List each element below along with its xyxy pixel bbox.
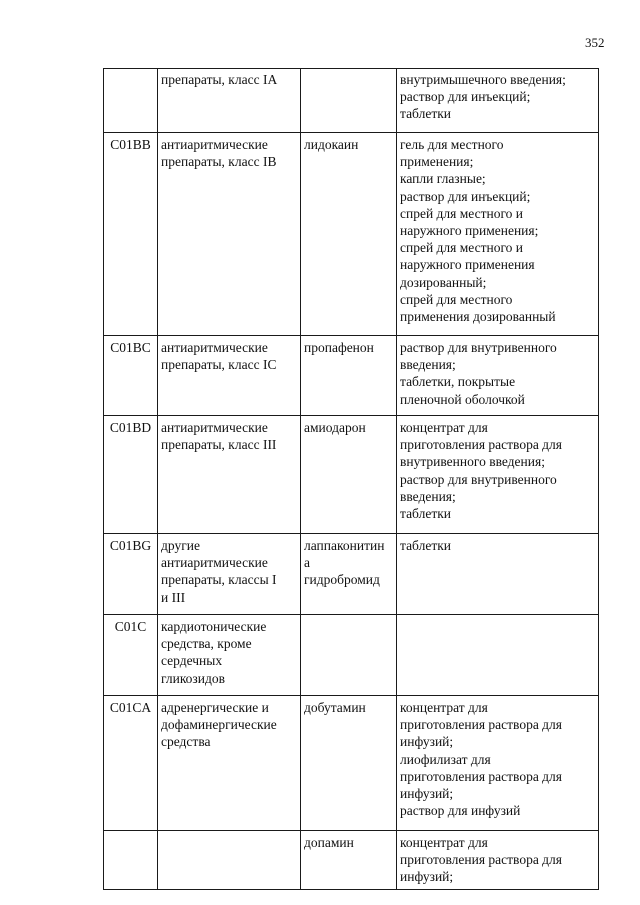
inn-line: лаппаконитин <box>304 538 385 553</box>
inn-cell <box>301 69 397 133</box>
group-line: антиаритмические <box>161 555 268 571</box>
atc-code-cell: C01CA <box>104 696 158 831</box>
atc-code-cell: C01C <box>104 615 158 696</box>
dosage-form-line: спрей для местного <box>400 291 513 307</box>
dosage-form-line: приготовления раствора для <box>400 768 562 784</box>
dosage-form-line: пленочной оболочкой <box>400 391 525 407</box>
group-line: препараты, классы I <box>161 572 277 588</box>
inn-line: добутамин <box>304 700 366 715</box>
drug-table <box>103 68 599 890</box>
inn-line: амиодарон <box>304 420 366 435</box>
inn-cell <box>301 416 397 534</box>
dosage-form-line: приготовления раствора для <box>400 437 562 453</box>
inn-line: а <box>304 555 310 571</box>
dosage-form-line: инфузий; <box>400 734 454 750</box>
group-line: сердечных <box>161 653 223 669</box>
group-line: гликозидов <box>161 670 225 686</box>
dosage-form-line: введения; <box>400 357 456 373</box>
dosage-form-cell <box>397 831 599 890</box>
inn-line: пропафенон <box>304 340 374 355</box>
dosage-form-line: инфузий; <box>400 869 454 885</box>
table-body <box>104 69 599 890</box>
dosage-form-line: наружного применения <box>400 257 535 273</box>
group-cell <box>158 133 301 336</box>
group-line: препараты, класс IA <box>161 72 278 87</box>
group-line: другие <box>161 538 200 553</box>
group-line: средства <box>161 734 211 750</box>
dosage-form-line: капли глазные; <box>400 171 486 187</box>
atc-code-cell: C01BC <box>104 336 158 416</box>
dosage-form-cell <box>397 416 599 534</box>
dosage-form-line: раствор для внутривенного <box>400 340 557 355</box>
atc-code-cell <box>104 831 158 890</box>
dosage-form-line: спрей для местного и <box>400 205 524 221</box>
group-cell <box>158 831 301 890</box>
dosage-form-line: лиофилизат для <box>400 751 491 767</box>
dosage-form-line: таблетки <box>400 506 452 522</box>
group-line: антиаритмические <box>161 137 268 152</box>
table-row <box>104 416 599 534</box>
dosage-form-line: внутримышечного введения; <box>400 72 566 87</box>
inn-cell <box>301 336 397 416</box>
dosage-form-line: раствор для инъекций; <box>400 188 531 204</box>
dosage-form-cell <box>397 336 599 416</box>
dosage-form-line: концентрат для <box>400 700 488 715</box>
dosage-form-line: наружного применения; <box>400 223 539 239</box>
dosage-form-line: раствор для внутривенного <box>400 471 557 487</box>
group-line: антиаритмические <box>161 340 268 355</box>
dosage-form-line: таблетки, покрытые <box>400 374 516 390</box>
group-cell <box>158 696 301 831</box>
atc-code-cell: C01BB <box>104 133 158 336</box>
dosage-form-line: введения; <box>400 488 456 504</box>
inn-cell <box>301 615 397 696</box>
dosage-form-line: таблетки <box>400 538 452 553</box>
table-row <box>104 69 599 133</box>
inn-line: гидробромид <box>304 572 380 588</box>
group-line: дофаминергические <box>161 717 277 733</box>
dosage-form-line: раствор для инъекций; <box>400 89 531 105</box>
dosage-form-line: приготовления раствора для <box>400 717 562 733</box>
table-row <box>104 696 599 831</box>
inn-line: допамин <box>304 835 354 850</box>
table-row <box>104 615 599 696</box>
inn-cell <box>301 831 397 890</box>
dosage-form-cell <box>397 69 599 133</box>
group-line: препараты, класс IB <box>161 154 277 170</box>
dosage-form-cell <box>397 534 599 615</box>
group-line: препараты, класс IC <box>161 357 277 373</box>
group-cell <box>158 416 301 534</box>
group-line: адренергические и <box>161 700 269 715</box>
group-line: кардиотонические <box>161 619 267 634</box>
dosage-form-line: таблетки <box>400 106 452 122</box>
page-number: 352 <box>585 35 605 50</box>
dosage-form-line: гель для местного <box>400 137 504 152</box>
dosage-form-line: раствор для инфузий <box>400 803 521 819</box>
atc-code-cell <box>104 69 158 133</box>
dosage-form-line: дозированный; <box>400 274 487 290</box>
group-cell <box>158 69 301 133</box>
inn-cell <box>301 133 397 336</box>
inn-line: лидокаин <box>304 137 359 152</box>
group-line: и III <box>161 589 186 605</box>
inn-cell <box>301 696 397 831</box>
atc-code-cell: C01BG <box>104 534 158 615</box>
dosage-form-line: спрей для местного и <box>400 240 524 256</box>
table-row <box>104 133 599 336</box>
dosage-form-line: применения дозированный <box>400 309 556 325</box>
dosage-form-cell <box>397 615 599 696</box>
table-row <box>104 831 599 890</box>
dosage-form-line: концентрат для <box>400 420 488 435</box>
dosage-form-line: применения; <box>400 154 474 170</box>
table-row <box>104 534 599 615</box>
table-row <box>104 336 599 416</box>
group-cell <box>158 336 301 416</box>
dosage-form-line: приготовления раствора для <box>400 852 562 868</box>
group-line: средства, кроме <box>161 636 252 652</box>
dosage-form-cell <box>397 133 599 336</box>
group-cell <box>158 615 301 696</box>
group-line: препараты, класс III <box>161 437 277 453</box>
atc-code-cell: C01BD <box>104 416 158 534</box>
inn-cell <box>301 534 397 615</box>
group-cell <box>158 534 301 615</box>
dosage-form-cell <box>397 696 599 831</box>
dosage-form-line: внутривенного введения; <box>400 454 545 470</box>
dosage-form-line: концентрат для <box>400 835 488 850</box>
group-line: антиаритмические <box>161 420 268 435</box>
dosage-form-line: инфузий; <box>400 786 454 802</box>
